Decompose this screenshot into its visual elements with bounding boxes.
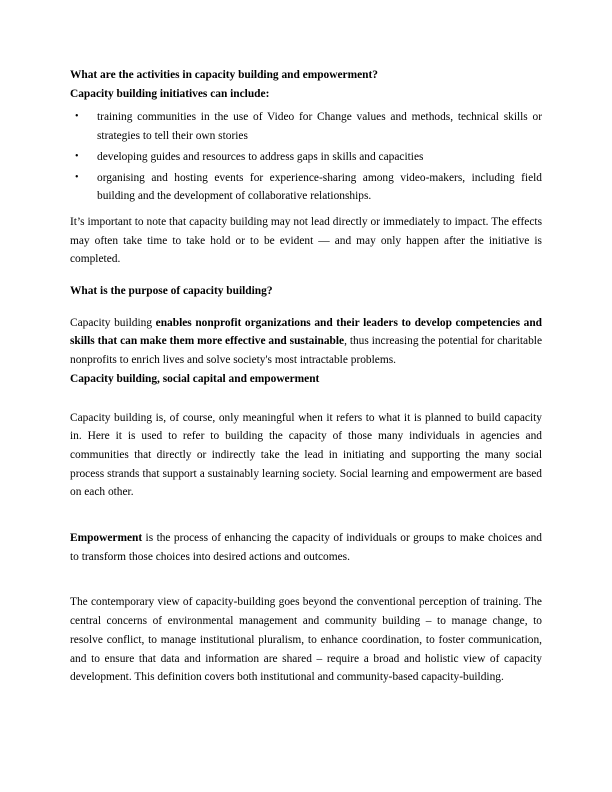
purpose-text-tail: , thus increasing the potential for charitable nonprofits to enrich lives and solve society's most intractable problems. bbox=[70, 335, 543, 367]
capacity-building-list bbox=[70, 108, 542, 206]
document-body bbox=[70, 66, 542, 687]
empowerment-definition: is the process of enhancing the capacity of individuals or groups to make choices and to transform those choices into desired actions and outcomes. bbox=[70, 532, 542, 563]
spacer bbox=[70, 301, 542, 314]
purpose-text-emphasis: enables nonprofit organizations and their leaders to develop competencies and skills that can make them more effective and sustainable bbox=[70, 316, 542, 348]
list-item: • developing guides and resources to address gaps in skills and capacities bbox=[70, 148, 542, 167]
paragraph-empowerment bbox=[70, 529, 542, 566]
paragraph-purpose bbox=[70, 314, 542, 370]
heading-initiatives: Capacity building initiatives can include: bbox=[70, 87, 270, 100]
spacer bbox=[70, 269, 542, 282]
empowerment-term: Empowerment bbox=[70, 532, 143, 545]
spacer bbox=[70, 566, 542, 593]
spacer bbox=[70, 389, 542, 409]
paragraph-note: It’s important to note that capacity building may not lead directly or immediately to impact. The effects may often take time to take hold or to be evident — and may only happen after the initiative is completed. bbox=[70, 215, 542, 266]
heading-purpose: What is the purpose of capacity building? bbox=[70, 285, 273, 298]
heading-social-capital: Capacity building, social capital and empowerment bbox=[70, 372, 320, 385]
spacer bbox=[70, 502, 542, 529]
list-item: • organising and hosting events for experience-sharing among video-makers, including field building and the development of collaborative relationships. bbox=[70, 169, 542, 206]
list-item: • training communities in the use of Video for Change values and methods, technical skills or strategies to tell their own stories bbox=[70, 108, 542, 145]
heading-activities: What are the activities in capacity building and empowerment? bbox=[70, 69, 378, 81]
paragraph-meaningful: Capacity building is, of course, only meaningful when it refers to what it is planned to build capacity in. Here it is used to refer to building the capacity of those many individuals in agencies and communities that directly or indirectly take the lead in initiating and supporting the many social process strands that support a sustainably learning society. Social learning and empowerment are based on each other. bbox=[70, 411, 542, 499]
paragraph-contemporary: The contemporary view of capacity-building goes beyond the conventional perception of training. The central concerns of environmental management and community building – to manage change, to resolve conflict, to manage institutional pluralism, to enhance coordination, to foster communication, and to ensure that data and information are shared – require a broad and holistic view of capacity development. This definition covers both institutional and community-based capacity-building. bbox=[70, 596, 542, 684]
purpose-text-lead: Capacity building bbox=[70, 316, 156, 329]
